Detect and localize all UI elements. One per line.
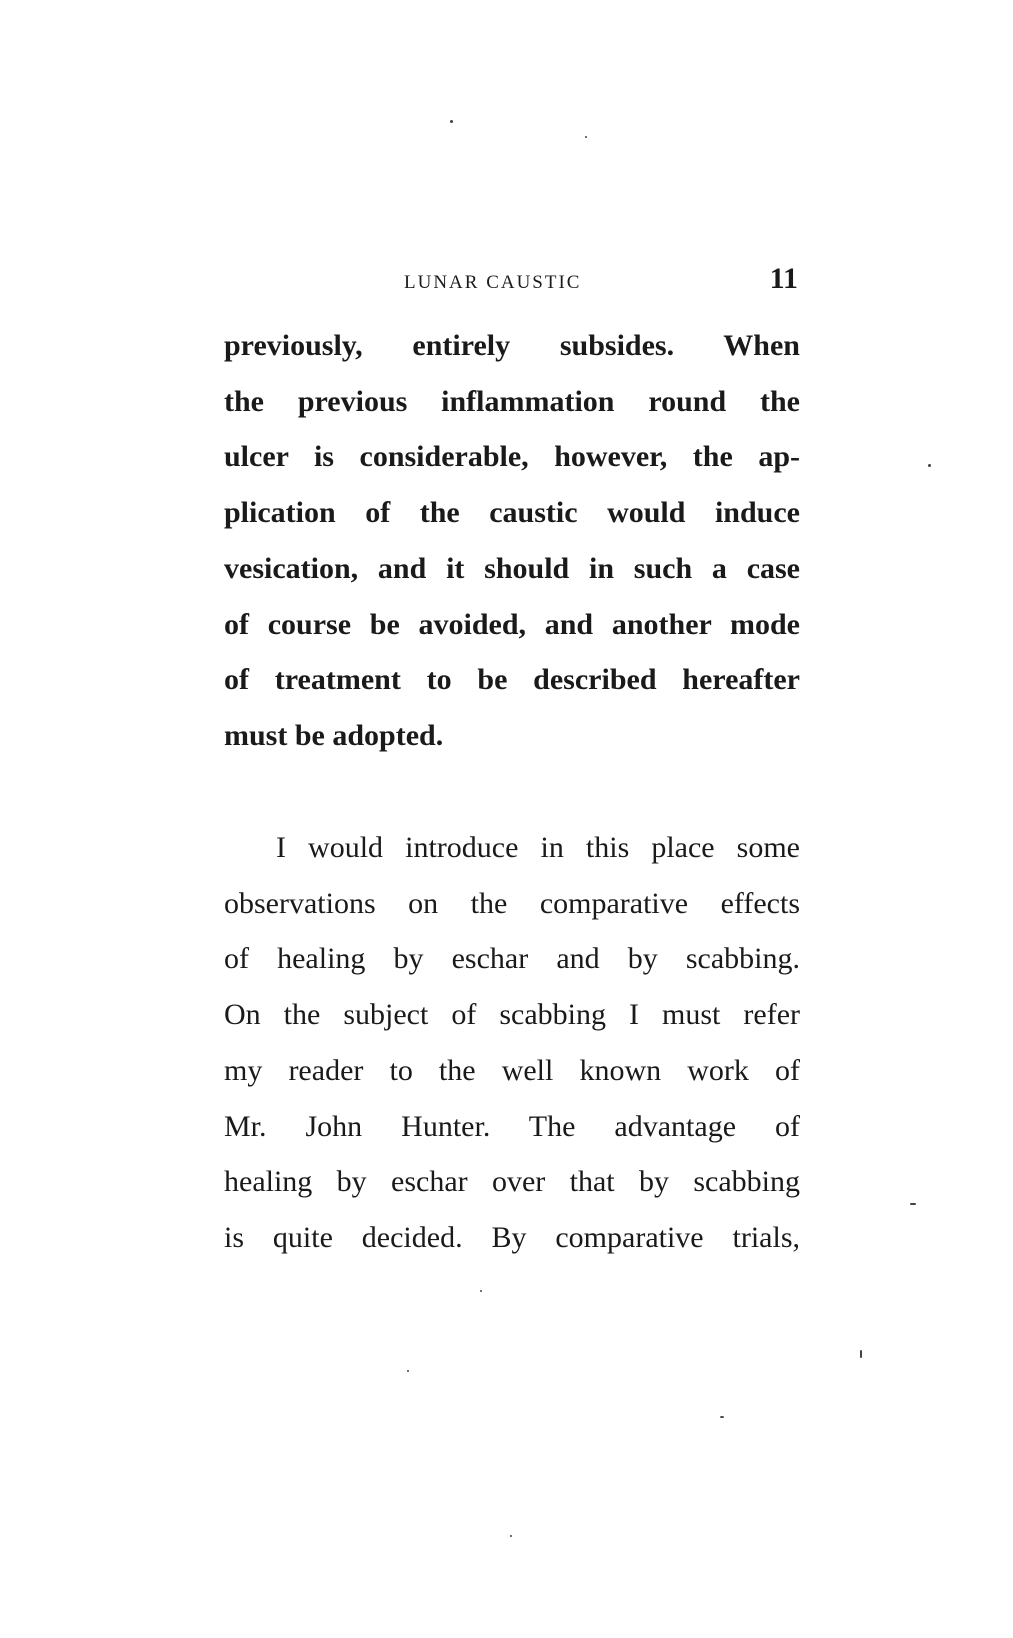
text-line: my reader to the well known work of: [224, 1053, 800, 1087]
text-line: Mr. John Hunter. The advantage of: [224, 1109, 800, 1143]
scan-speck: [480, 1290, 482, 1292]
text-line: is quite decided. By comparative trials,: [224, 1220, 800, 1254]
text-line: healing by eschar over that by scabbing: [224, 1165, 800, 1199]
text-line: the previous inflammation round the: [224, 384, 800, 418]
paragraph-1: [224, 318, 800, 764]
scan-speck: [585, 136, 587, 138]
text-line: I would introduce in this place some: [276, 831, 800, 864]
running-title: LUNAR CAUSTIC: [404, 272, 582, 293]
scan-speck: [910, 1203, 916, 1205]
running-head: [224, 262, 800, 302]
text-line: must be adopted.: [224, 718, 444, 752]
text-line: previously, entirely subsides. When: [224, 329, 800, 362]
scan-speck: [720, 1416, 724, 1418]
scan-speck: [450, 120, 453, 123]
scan-speck: [510, 1535, 512, 1537]
text-line: On the subject of scabbing I must refer: [224, 998, 800, 1032]
text-line: observations on the comparative effects: [224, 886, 800, 920]
text-line: vesication, and it should in such a case: [224, 551, 800, 585]
text-line: of treatment to be described hereafter: [224, 663, 800, 697]
scan-speck: [928, 464, 931, 467]
text-line: of healing by eschar and by scabbing.: [224, 942, 800, 976]
text-line: of course be avoided, and another mode: [224, 607, 800, 641]
page-number: 11: [769, 262, 798, 295]
text-line: plication of the caustic would induce: [224, 496, 800, 530]
scan-speck: [860, 1350, 862, 1358]
text-line: ulcer is considerable, however, the ap-: [224, 440, 800, 474]
scan-speck: [407, 1370, 409, 1372]
paragraph-2: [224, 820, 800, 1266]
